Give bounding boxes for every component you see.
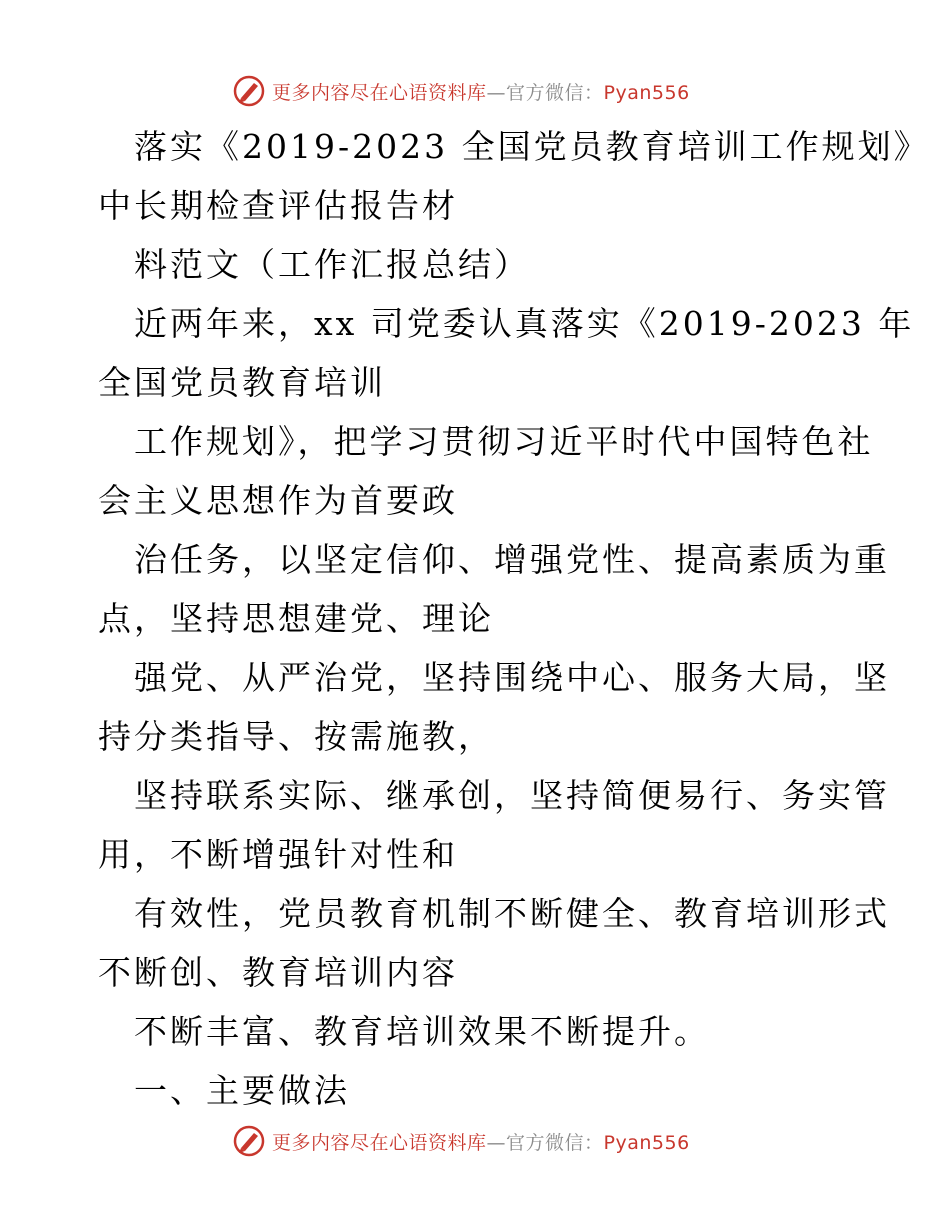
paragraph-line: 点，坚持思想建党、理论 — [98, 599, 494, 638]
banner-wechat-id: Pyan556 — [603, 1132, 690, 1154]
paragraph-line: 有效性，党员教育机制不断健全、教育培训形式 — [134, 894, 890, 933]
title-line-2: 中长期检查评估报告材 — [98, 186, 458, 225]
paragraph-line: 近两年来，xx 司党委认真落实《2019-2023 年 — [134, 304, 915, 343]
paragraph-line: 坚持联系实际、继承创，坚持简便易行、务实管 — [134, 776, 890, 815]
paragraph-line: 工作规划》，把学习贯彻习近平时代中国特色社 — [134, 422, 874, 461]
paragraph-line: 全国党员教育培训 — [98, 363, 386, 402]
banner-main-text: 更多内容尽在心语资料库 — [272, 1132, 487, 1154]
banner-main-text: 更多内容尽在心语资料库 — [272, 82, 487, 104]
paragraph-line: 会主义思想作为首要政 — [98, 481, 458, 520]
section-heading: 一、主要做法 — [134, 1071, 350, 1110]
paragraph-line: 强党、从严治党，坚持围绕中心、服务大局，坚 — [134, 658, 890, 697]
banner-label: 官方微信： — [506, 1132, 604, 1154]
paragraph-line: 不断丰富、教育培训效果不断提升。 — [134, 1012, 710, 1051]
banner-label: 官方微信： — [506, 82, 604, 104]
header-banner — [0, 70, 950, 110]
banner-separator: — — [486, 82, 507, 104]
paragraph-line: 持分类指导、按需施教， — [98, 717, 494, 756]
banner-wechat-id: Pyan556 — [603, 82, 690, 104]
banner-separator: — — [486, 1132, 507, 1154]
paragraph-line: 治任务，以坚定信仰、增强党性、提高素质为重 — [134, 540, 890, 579]
ink-pen-logo-icon — [232, 1124, 266, 1158]
paragraph-line: 用，不断增强针对性和 — [98, 835, 458, 874]
paragraph-line: 不断创、教育培训内容 — [98, 953, 458, 992]
title-line-1: 落实《2019-2023 全国党员教育培训工作规划》 — [134, 127, 930, 166]
title-line-3: 料范文（工作汇报总结） — [134, 245, 530, 284]
ink-pen-logo-icon — [232, 74, 266, 108]
footer-banner — [0, 1120, 950, 1160]
